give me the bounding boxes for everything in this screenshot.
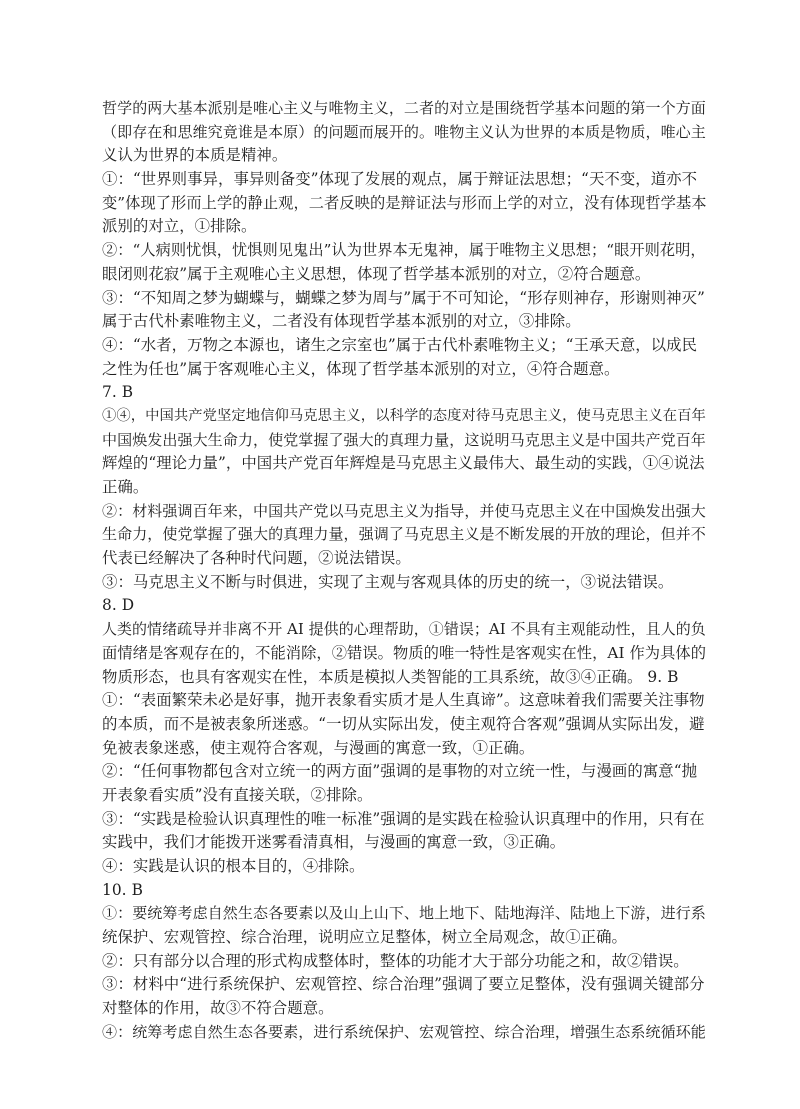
text-line: ②：“人病则忧惧，忧惧则见鬼出”认为世界本无鬼神，属于唯物主义思想；“眼开则花明，	[102, 241, 706, 260]
text-line: ③：“不知周之梦为蝴蝶与，蝴蝶之梦为周与”属于不可知论，“形存则神存，形谢则神灭”	[102, 288, 705, 307]
text-line: 之性为任也”属于客观唯心主义，体现了哲学基本派别的对立，④符合题意。	[102, 359, 620, 378]
text-line: 派别的对立，①排除。	[102, 217, 257, 236]
text-line: 10. B	[102, 880, 143, 899]
text-line: 的本质，而不是被表象所迷惑。“一切从实际出发，使主观符合客观”强调从实际出发，避	[102, 714, 705, 733]
text-line: ①：“世界则事异，事异则备变”体现了发展的观点，属于辩证法思想；“天不变，道亦不	[102, 170, 698, 189]
text-line: ①④，中国共产党坚定地信仰马克思主义，以科学的态度对待马克思主义，使马克思主义在百年	[102, 407, 706, 424]
text-line: 对整体的作用，故③不符合题意。	[102, 999, 334, 1018]
text-line: 代表已经解决了各种时代问题，②说法错误。	[102, 549, 411, 568]
text-line: （即存在和思维究竟谁是本原）的问题而展开的。唯物主义认为世界的本质是物质，唯心主	[102, 122, 706, 141]
text-line: 开表象看实质”没有直接关联，②排除。	[102, 785, 373, 804]
text-line: ③：材料中“进行系统保护、宏观管控、综合治理”强调了要立足整体，没有强调关键部分	[102, 975, 705, 994]
text-line: 7. B	[102, 383, 134, 402]
text-line: 变”体现了形而上学的静止观，二者反映的是辩证法与形而上学的对立，没有体现哲学基本	[102, 193, 707, 212]
text-line: ①：“表面繁荣未必是好事，抛开表象看实质才是人生真谛”。这意味着我们需要关注事物	[102, 691, 705, 710]
text-line: 义认为世界的本质是精神。	[102, 146, 288, 165]
text-line: 辉煌的“理论力量”，中国共产党百年辉煌是马克思主义最伟大、最生动的实践，①④说法	[102, 454, 705, 473]
text-line: 物质形态，也具有客观实在性，本质是模拟人类智能的工具系统，故③④正确。 9. B	[102, 667, 679, 686]
text-line: 眼闭则花寂”属于主观唯心主义思想，体现了哲学基本派别的对立，②符合题意。	[102, 264, 651, 283]
text-line: 哲学的两大基本派别是唯心主义与唯物主义，二者的对立是围绕哲学基本问题的第一个方面	[102, 99, 706, 117]
text-line: ②：只有部分以合理的形式构成整体时，整体的功能才大于部分功能之和，故②错误。	[102, 951, 689, 970]
text-line: 统保护、宏观管控、综合治理，说明应立足整体，树立全局观念，故①正确。	[102, 928, 627, 947]
text-line: 生命力，使党掌握了强大的真理力量，强调了马克思主义是不断发展的开放的理论，但并不	[102, 525, 706, 544]
text-line: ②：材料强调百年来，中国共产党以马克思主义为指导，并使马克思主义在中国焕发出强大	[102, 501, 706, 520]
text-line: 属于古代朴素唯物主义，二者没有体现哲学基本派别的对立，③排除。	[102, 312, 581, 331]
text-line: ①：要统筹考虑自然生态各要素以及山上山下、地上地下、陆地海洋、陆地上下游，进行系	[102, 904, 706, 923]
answer-text-body	[102, 97, 706, 1045]
text-line: 正确。	[102, 478, 149, 496]
text-line: ②：“任何事物都包含对立统一的两方面”强调的是事物的对立统一性，与漫画的寓意“抛	[102, 762, 698, 781]
text-line: 中国焕发出强大生命力，使党掌握了强大的真理力量，这说明马克思主义是中国共产党百年	[102, 430, 706, 449]
text-line: ③：马克思主义不断与时俱进，实现了主观与客观具体的历史的统一，③说法错误。	[102, 572, 674, 591]
text-line: 免被表象迷惑，使主观符合客观，与漫画的寓意一致，①正确。	[102, 738, 535, 757]
text-line: ④：实践是认识的根本目的，④排除。	[102, 857, 365, 875]
text-line: 实践中，我们才能拨开迷雾看清真相，与漫画的寓意一致，③正确。	[102, 833, 566, 852]
text-line: 人类的情绪疏导并非离不开 AI 提供的心理帮助，①错误；AI 不具有主观能动性，且人的负	[102, 620, 706, 639]
text-line: 面情绪是客观存在的，不能消除，②错误。物质的唯一特性是客观实在性，AI 作为具体的	[102, 643, 707, 662]
text-line: ③：“实践是检验认识真理性的唯一标准”强调的是实践在检验认识真理中的作用，只有在	[102, 809, 705, 828]
text-line: 8. D	[102, 596, 135, 615]
text-line: ④：统筹考虑自然生态各要素，进行系统保护、宏观管控、综合治理，增强生态系统循环能	[102, 1022, 706, 1041]
text-line: ④：“水者，万物之本源也，诸生之宗室也”属于古代朴素唯物主义；“王承天意，以成民	[102, 335, 698, 354]
